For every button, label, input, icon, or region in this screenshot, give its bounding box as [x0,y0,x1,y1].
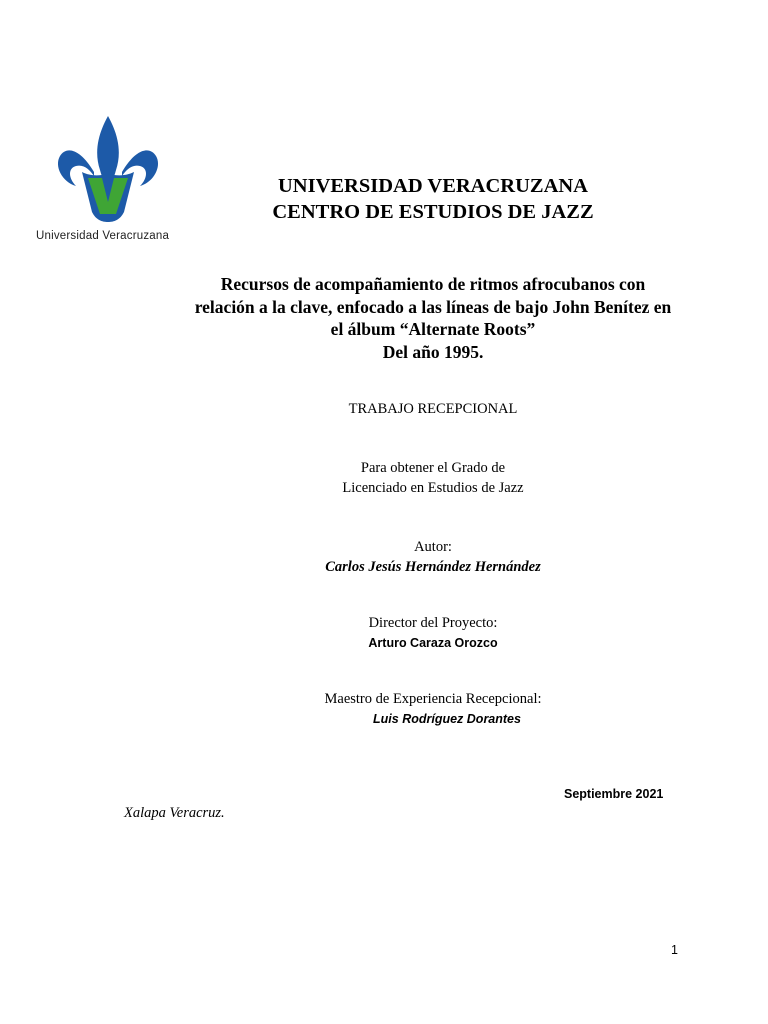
teacher-block [180,690,686,729]
degree-line-1: Para obtener el Grado de [360,460,506,476]
author-label: Autor: [414,539,452,555]
city-text: Xalapa Veracruz. [124,805,225,821]
degree-line-2: Licenciado en Estudios de Jazz [342,479,524,496]
title-line-4: Del año 1995. [382,341,484,362]
title-line-2: relación a la clave, enfocado a las líneas de bajo John Benítez en [194,296,672,317]
work-type: TRABAJO RECEPCIONAL [348,401,518,417]
author-block [180,538,686,577]
title-line-3: el álbum “Alternate Roots” [330,319,536,339]
university-name: UNIVERSIDAD VERACRUZANA [277,175,588,197]
center-name: CENTRO DE ESTUDIOS DE JAZZ [272,201,594,223]
degree-block [180,459,686,498]
title-line-1: Recursos de acompañamiento de ritmos afrocubanos con [220,274,646,294]
flor-de-lis-icon [36,112,186,232]
director-block [180,614,686,653]
university-header [180,173,686,225]
director-name: Arturo Caraza Orozco [368,635,498,650]
date-text: Septiembre 2021 [564,787,664,801]
thesis-title [150,273,716,363]
director-label: Director del Proyecto: [368,615,498,631]
logo-caption: Universidad Veracruzana [36,230,170,242]
teacher-label: Maestro de Experiencia Recepcional: [324,691,542,707]
page-number: 1 [671,943,678,957]
teacher-name: Luis Rodríguez Dorantes [373,711,521,726]
author-name: Carlos Jesús Hernández Hernández [325,558,541,575]
